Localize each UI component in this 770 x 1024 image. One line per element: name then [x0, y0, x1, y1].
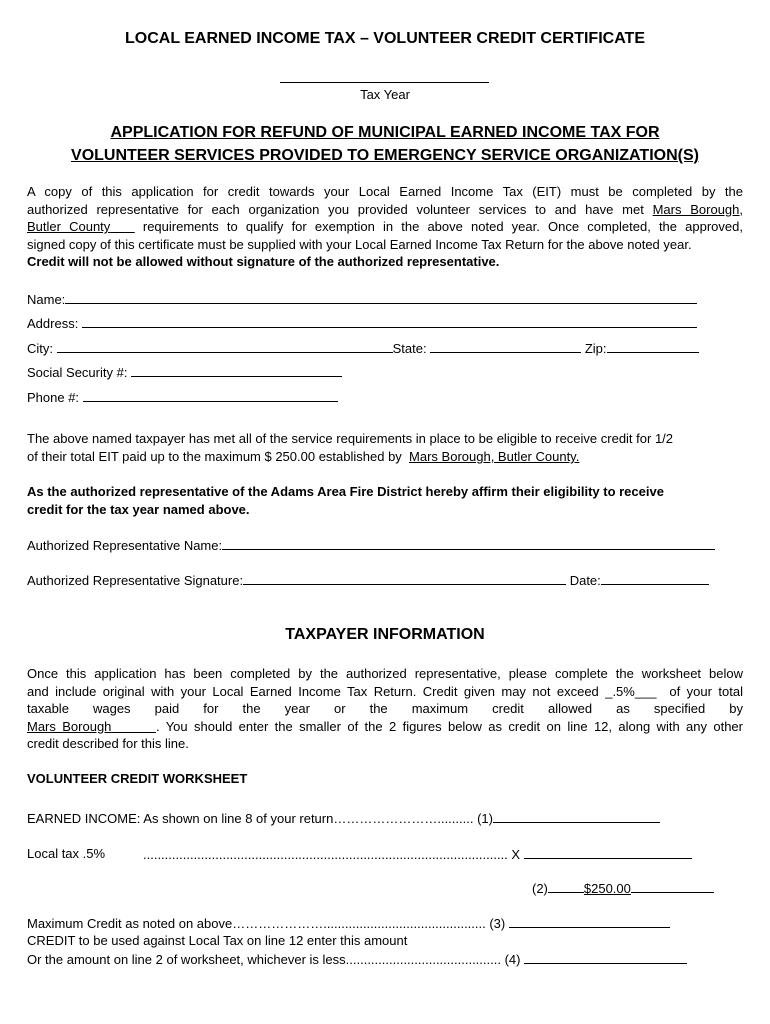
city-input[interactable]	[57, 339, 393, 353]
worksheet-line-1	[27, 809, 660, 828]
name-input[interactable]	[65, 290, 697, 304]
earned-income-label: EARNED INCOME: As shown on line 8 of your return…………………….......... (1)	[27, 811, 493, 826]
intro-line-1: A copy of this application for credit towards your Local Earned Income Tax (EIT) must be completed by the	[27, 184, 743, 199]
intro-line-3-text: requirements to qualify for exemption in the above noted year. Once completed, the approved,	[142, 219, 743, 234]
address-input[interactable]	[82, 314, 697, 328]
local-tax-input[interactable]	[524, 845, 692, 859]
eligibility-line-1: The above named taxpayer has met all of the service requirements in place to be eligible to receive credit for 1/2	[27, 431, 674, 446]
name-label: Name:	[27, 292, 66, 307]
tax-year-label: Tax Year	[360, 87, 410, 102]
form-title: LOCAL EARNED INCOME TAX – VOLUNTEER CREDIT CERTIFICATE	[124, 30, 645, 47]
eligibility-line-2	[27, 448, 579, 466]
taxpayer-line-3: taxable wages paid for the year or the maximum credit allowed as specified by	[27, 701, 743, 716]
zip-input[interactable]	[607, 339, 699, 353]
worksheet-heading: VOLUNTEER CREDIT WORKSHEET	[27, 771, 248, 786]
intro-line-2	[27, 201, 743, 219]
taxpayer-municipality: Mars Borough	[27, 718, 112, 734]
intro-line-5-warning: Credit will not be allowed without signature of the authorized representative.	[27, 254, 500, 269]
line-2-value[interactable]: $250.00	[583, 881, 631, 896]
phone-row	[27, 388, 338, 407]
credit-percent: _.5%___	[605, 683, 657, 699]
state-label: State:	[392, 341, 427, 356]
intro-line-2-text: authorized representative for each organization you provided volunteer services to and have met	[27, 201, 644, 217]
address-row	[27, 314, 697, 333]
credit-used-line-1: CREDIT to be used against Local Tax on line 12 enter this amount	[27, 933, 408, 948]
ssn-label: Social Security #:	[27, 365, 128, 380]
credit-used-label: Or the amount on line 2 of worksheet, whichever is less........................................... (4)	[27, 952, 521, 967]
rep-name-label: Authorized Representative Name:	[27, 538, 223, 553]
taxpayer-heading: TAXPAYER INFORMATION	[285, 626, 485, 643]
local-tax-row	[143, 845, 692, 864]
county-name: Butler County	[27, 219, 111, 234]
application-heading-line2: VOLUNTEER SERVICES PROVIDED TO EMERGENCY SERVICE ORGANIZATION(S)	[71, 147, 699, 164]
taxpayer-line-4-text: . You should enter the smaller of the 2 figures below as credit on line 12, along with any other	[155, 718, 743, 734]
taxpayer-line-2-end: of your total	[669, 683, 743, 699]
taxpayer-line-2	[27, 683, 743, 701]
municipality-name: Mars Borough,	[652, 201, 743, 217]
affirmation-line-2: credit for the tax year named above.	[27, 502, 250, 517]
intro-line-3	[27, 218, 743, 236]
city-row	[27, 339, 699, 358]
taxpayer-line-4	[27, 718, 743, 736]
name-row	[27, 290, 697, 309]
phone-input[interactable]	[83, 388, 338, 402]
rep-signature-label: Authorized Representative Signature:	[27, 573, 244, 588]
ssn-row	[27, 363, 342, 382]
rep-signature-input[interactable]	[243, 571, 566, 585]
worksheet-line-4	[27, 950, 687, 969]
eligibility-line-2-text: of their total EIT paid up to the maximum $ 250.00 established by	[27, 449, 402, 464]
eligibility-municipality: Mars Borough, Butler County.	[409, 449, 580, 464]
max-credit-label: Maximum Credit as noted on above…………………............................................. (3)	[27, 916, 506, 931]
line-2-number: (2)	[532, 881, 548, 896]
application-heading-line1: APPLICATION FOR REFUND OF MUNICIPAL EARNED INCOME TAX FOR	[110, 124, 660, 141]
taxpayer-line-5: credit described for this line.	[27, 736, 189, 751]
phone-label: Phone #:	[27, 390, 80, 405]
rep-name-row	[27, 536, 715, 555]
zip-label: Zip:	[584, 341, 607, 356]
affirmation-line-1: As the authorized representative of the Adams Area Fire District hereby affirm their eligibility to receive	[27, 484, 664, 499]
date-label: Date:	[569, 573, 601, 588]
date-input[interactable]	[601, 571, 709, 585]
county-underline-pad	[110, 219, 134, 234]
local-tax-dots: ..................................................................................................... X	[143, 847, 521, 862]
credit-used-input[interactable]	[524, 950, 687, 964]
earned-income-input[interactable]	[493, 809, 660, 823]
taxpayer-paragraph	[27, 665, 743, 753]
rep-signature-row	[27, 571, 709, 590]
intro-line-4: signed copy of this certificate must be supplied with your Local Earned Income Tax Return for the above noted year.	[27, 236, 692, 252]
tax-year-field[interactable]	[280, 64, 489, 83]
city-label: City:	[27, 341, 53, 356]
taxpayer-municipality-pad	[111, 719, 156, 734]
address-label: Address:	[27, 316, 79, 331]
max-credit-input[interactable]	[509, 914, 670, 928]
local-tax-label: Local tax .5%	[27, 846, 106, 861]
ssn-input[interactable]	[131, 363, 342, 377]
line-2-tail	[631, 879, 714, 893]
intro-paragraph	[27, 183, 743, 271]
state-input[interactable]	[430, 339, 581, 353]
worksheet-line-2	[532, 879, 714, 898]
taxpayer-line-2-text: and include original with your Local Earned Income Tax Return. Credit given may not exceed	[27, 683, 599, 699]
worksheet-line-3	[27, 914, 670, 933]
rep-name-input[interactable]	[222, 536, 715, 550]
taxpayer-line-1: Once this application has been completed by the authorized representative, please complete the worksheet below	[27, 666, 743, 681]
line-2-pad	[548, 879, 584, 893]
